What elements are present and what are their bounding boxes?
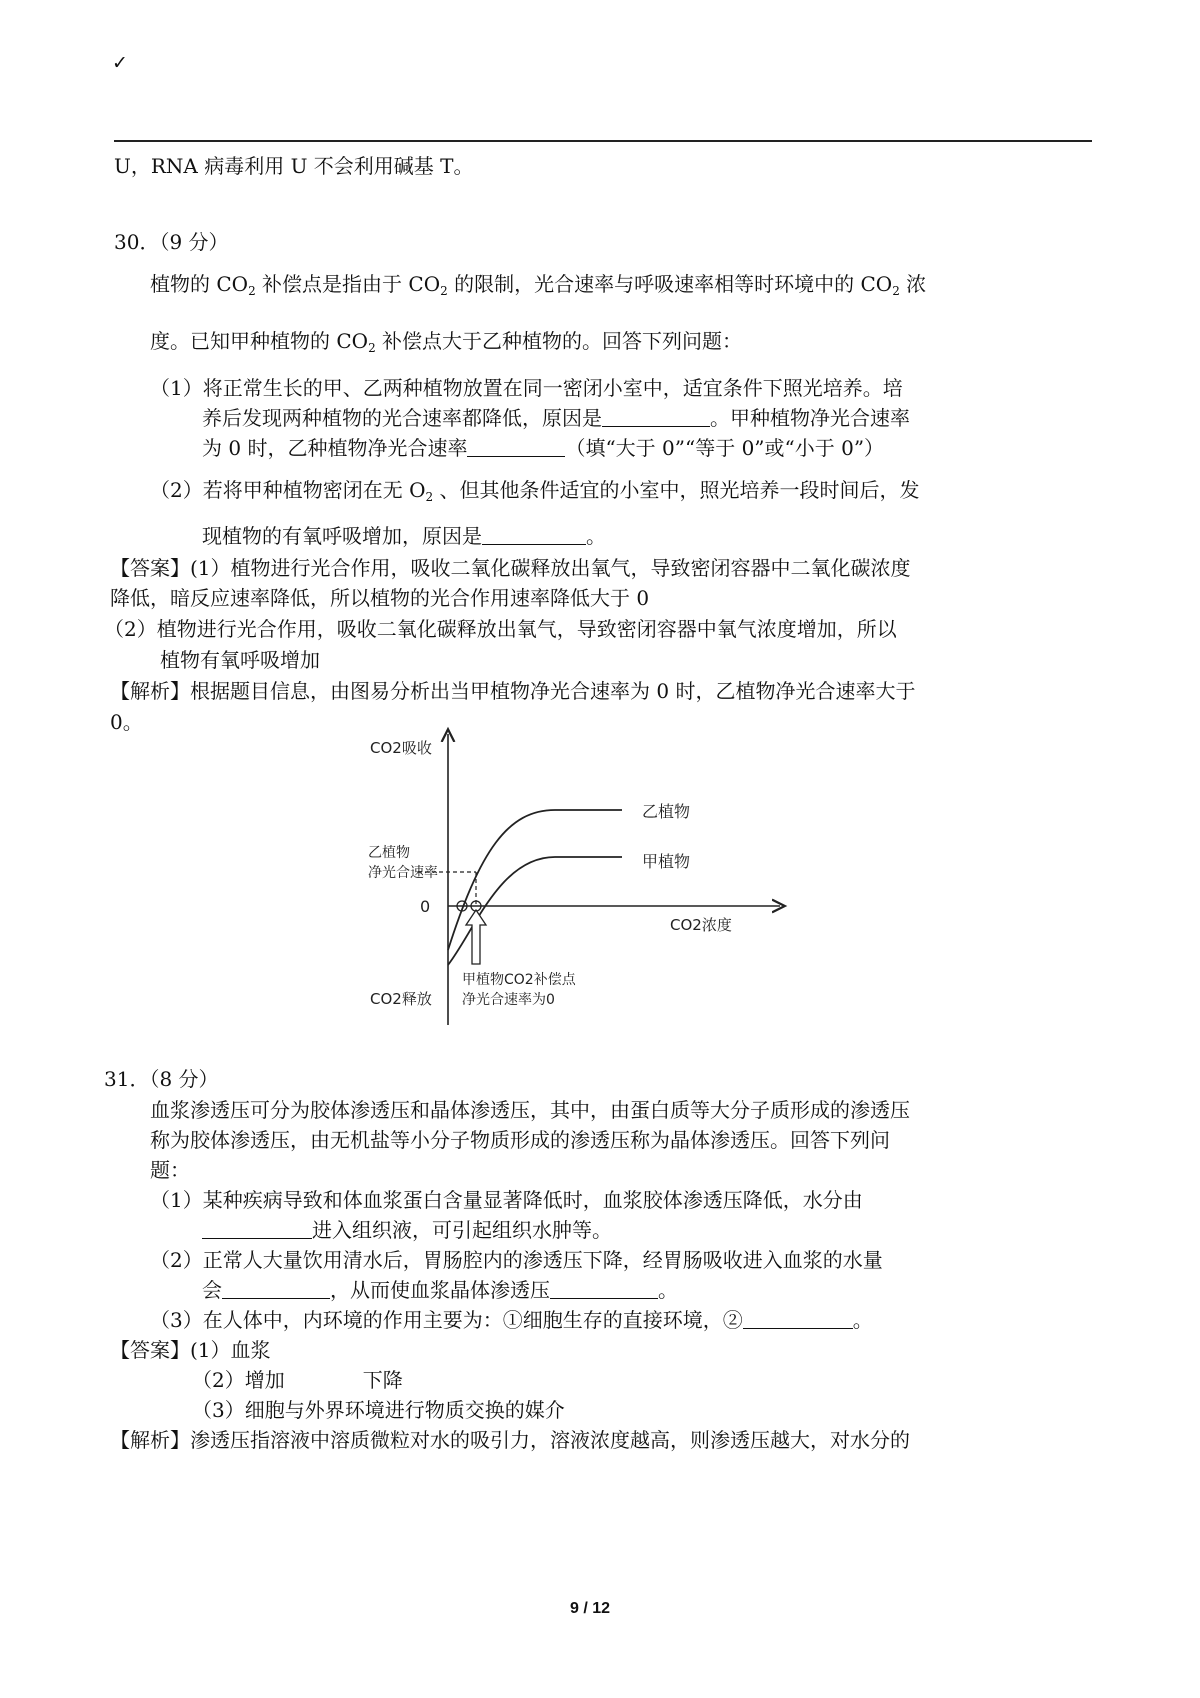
y-axis-label-bottom: CO2释放	[370, 990, 432, 1008]
q31-intro-line3: 题：	[150, 1158, 190, 1182]
q30-analysis-line1: 【解析】根据题目信息，由图易分析出当甲植物净光合速率为 0 时，乙植物净光合速率大于	[110, 679, 916, 703]
q31-sub2-line2: 会 ，从而使血浆晶体渗透压 。	[202, 1278, 678, 1302]
q30-sub1-line3: 为 0 时，乙种植物净光合速率 （填“大于 0”“等于 0”或“小于 0”）	[202, 436, 885, 460]
q30-answer-line4: 植物有氧呼吸增加	[160, 648, 320, 672]
q30-answer-line1: 【答案】(1）植物进行光合作用，吸收二氧化碳释放出氧气，导致密闭容器中二氧化碳浓度	[110, 556, 911, 580]
q30-sub2-line1: （2）若将甲种植物密闭在无 $O_2$ 、但其他条件适宜的小室中，照光培养一段时间后，发	[150, 478, 920, 504]
q30-sub1-line1: （1）将正常生长的甲、乙两种植物放置在同一密闭小室中，适宜条件下照光培养。培	[150, 376, 903, 400]
q30-sub2-line2: 现植物的有氧呼吸增加，原因是 。	[202, 524, 606, 548]
page-number: 9 / 12	[570, 1600, 611, 1617]
left-annotation-line1: 乙植物	[368, 845, 410, 861]
answer-blank	[467, 436, 565, 457]
q30-answer-line3: （2）植物进行光合作用，吸收二氧化碳释放出氧气，导致密闭容器中氧气浓度增加，所以	[104, 617, 897, 641]
q30-analysis-line2: 0。	[110, 710, 143, 734]
origin-label: 0	[420, 897, 431, 916]
y-axis-label-top: CO2吸收	[370, 739, 432, 757]
q31-sub2-line1: （2）正常人大量饮用清水后，胃肠腔内的渗透压下降，经胃肠吸收进入血浆的水量	[150, 1248, 883, 1272]
q31-sub3: （3）在人体中，内环境的作用主要为：①细胞生存的直接环境，② 。	[150, 1308, 873, 1332]
continued-text: U，RNA 病毒利用 U 不会利用碱基 T。	[114, 154, 474, 178]
separator-line	[114, 140, 1092, 142]
co2-chart	[350, 720, 790, 1050]
series-label-yi: 乙植物	[642, 802, 691, 821]
q31-intro-line2: 称为胶体渗透压，由无机盐等小分子物质形成的渗透压称为晶体渗透压。回答下列问	[150, 1128, 890, 1152]
q31-sub1-line1: （1）某种疾病导致和体血浆蛋白含量显著降低时，血浆胶体渗透压降低，水分由	[150, 1188, 863, 1212]
q31-heading: 31．（8 分）	[104, 1067, 219, 1091]
q31-answer-line1: 【答案】(1）血浆	[110, 1338, 271, 1362]
q31-analysis-line1: 【解析】渗透压指溶液中溶质微粒对水的吸引力，溶液浓度越高，则渗透压越大，对水分的	[110, 1428, 910, 1452]
answer-blank	[602, 406, 710, 427]
q30-heading: 30．（9 分）	[114, 230, 229, 254]
x-axis-label: CO2浓度	[670, 916, 732, 934]
q30-intro-line1: 植物的 $CO_2$ 补偿点是指由于 $CO_2$ 的限制，光合速率与呼吸速率相等时环境中的 $CO_2$ 浓	[150, 272, 927, 298]
arrow-annotation-line2: 净光合速率为0	[462, 992, 555, 1008]
arrow-annotation-line1: 甲植物CO2补偿点	[462, 972, 576, 988]
answer-blank	[202, 1218, 312, 1239]
series-label-jia: 甲植物	[642, 852, 691, 871]
q31-answer-line3: （3）细胞与外界环境进行物质交换的媒介	[192, 1398, 565, 1422]
answer-blank	[743, 1308, 853, 1329]
q31-intro-line1: 血浆渗透压可分为胶体渗透压和晶体渗透压，其中，由蛋白质等大分子质形成的渗透压	[150, 1098, 910, 1122]
q30-intro-line2: 度。已知甲种植物的 $CO_2$ 补偿点大于乙种植物的。回答下列问题：	[150, 329, 743, 355]
q30-sub1-line2: 养后发现两种植物的光合速率都降低，原因是 。甲种植物净光合速率	[202, 406, 910, 430]
answer-blank	[482, 524, 586, 545]
left-annotation-line2: 净光合速率	[368, 865, 438, 881]
compensation-arrow	[466, 910, 486, 964]
checkmark-icon: ✓	[112, 52, 128, 74]
q31-answer-line2: （2）增加 下降	[192, 1368, 403, 1392]
answer-blank	[222, 1278, 330, 1299]
answer-blank	[550, 1278, 658, 1299]
q31-sub1-line2: 进入组织液，可引起组织水肿等。	[202, 1214, 612, 1243]
q30-answer-line2: 降低，暗反应速率降低，所以植物的光合作用速率降低大于 0	[110, 586, 650, 610]
